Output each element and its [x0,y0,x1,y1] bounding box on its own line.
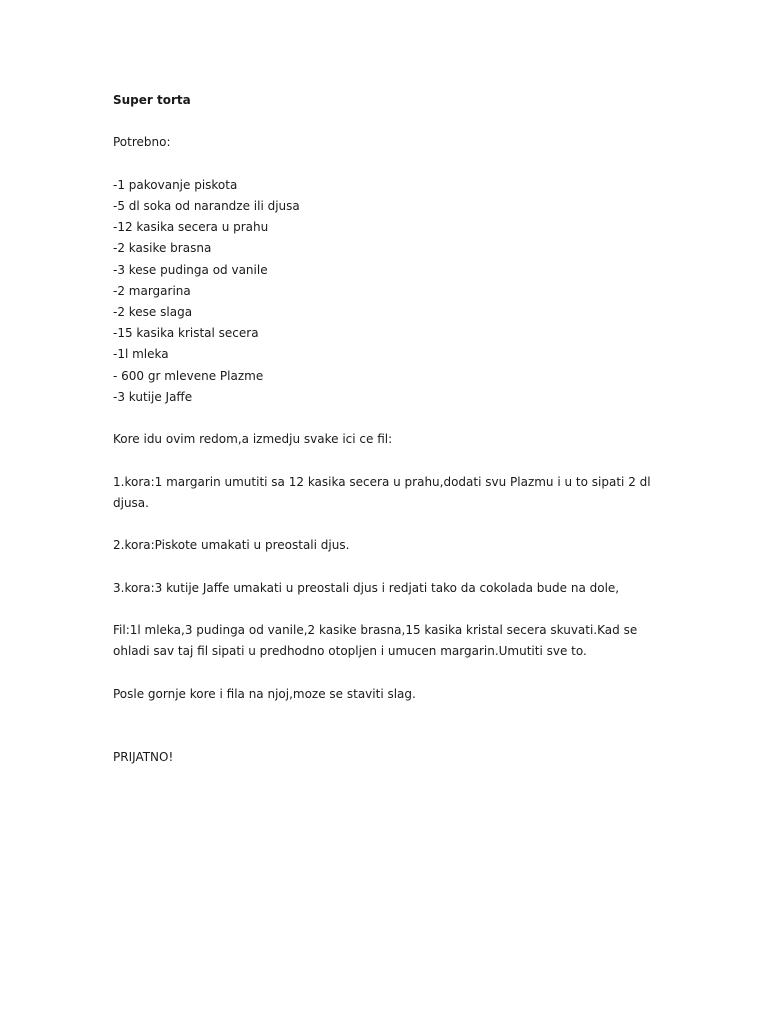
ingredient-item: -1 pakovanje piskota [113,177,238,192]
spacer [113,450,653,471]
ingredient-item: -3 kese pudinga od vanile [113,262,268,277]
ingredient-item: - 600 gr mlevene Plazme [113,368,264,383]
ingredient-item: -2 kasike brasna [113,241,212,256]
spacer [113,154,653,175]
spacer [113,662,653,683]
ingredient-item: -3 kutije Jaffe [113,389,193,404]
recipe-title: Super torta [113,93,191,107]
spacer [113,556,653,577]
ingredient-item: -1l mleka [113,347,169,362]
ingredient-list [113,175,653,408]
spacer [113,705,653,747]
ingredient-item: -2 margarina [113,283,191,298]
step-3: 3.kora:3 kutije Jaffe umakati u preostali djus i redjati tako da cokolada bude na dole, [113,580,620,595]
step-1: 1.kora:1 margarin umutiti sa 12 kasika secera u prahu,dodati svu Plazmu i u to sipati 2 dl djusa. [113,474,651,510]
spacer [113,408,653,429]
ingredient-item: -5 dl soka od narandze ili djusa [113,198,300,213]
filling-paragraph: Fil:1l mleka,3 pudinga od vanile,2 kasike brasna,15 kasika kristal secera skuvati.Kad se ohladi sav taj fil sipati u predhodno otopljen i umucen margarin.Umutiti sve to. [113,622,638,659]
recipe-document [113,90,653,768]
spacer [113,111,653,132]
topping-paragraph: Posle gornje kore i fila na njoj,moze se staviti slag. [113,686,416,701]
ingredient-item: -15 kasika kristal secera [113,326,259,341]
step-2: 2.kora:Piskote umakati u preostali djus. [113,538,350,553]
layers-intro: Kore idu ovim redom,a izmedju svake ici ce fil: [113,432,393,447]
spacer [113,599,653,620]
needed-label: Potrebno: [113,135,171,150]
ingredient-item: -2 kese slaga [113,305,193,319]
spacer [113,514,653,535]
ingredient-item: -12 kasika secera u prahu [113,220,269,235]
closing-line: PRIJATNO! [113,750,174,765]
